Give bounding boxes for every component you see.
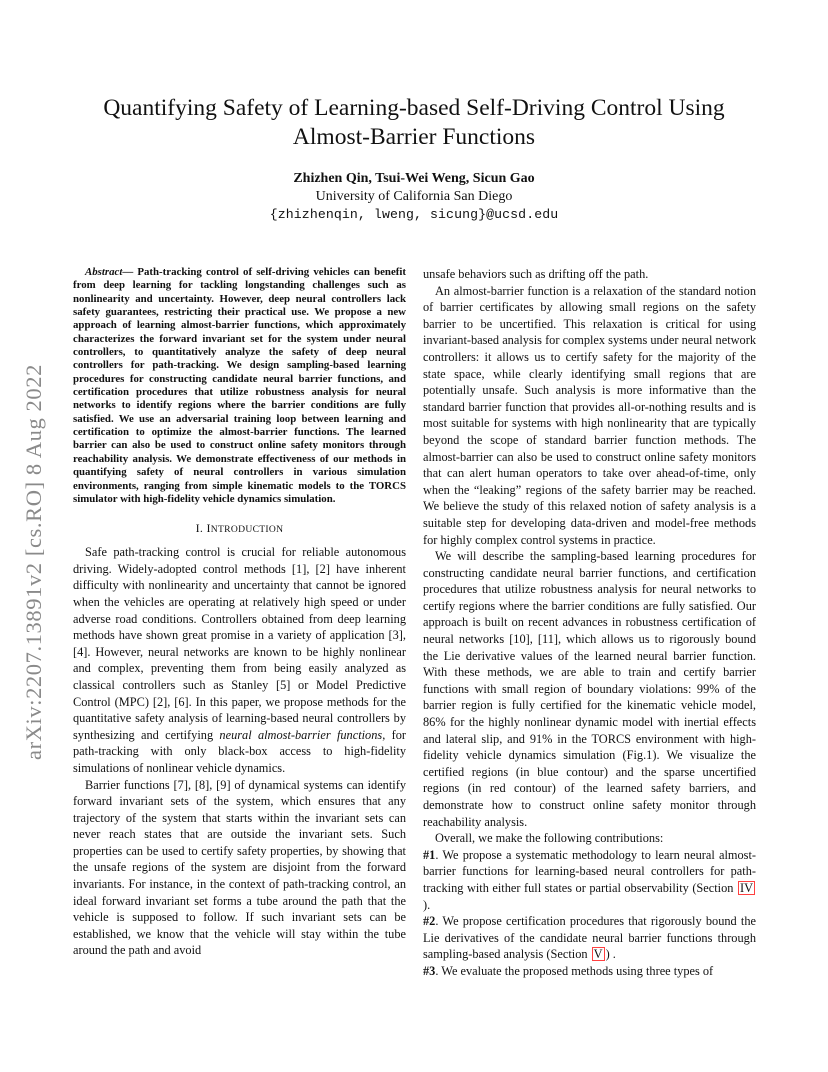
contribution-2-number: #2 <box>423 914 436 929</box>
title-line-1: Quantifying Safety of Learning-based Self-Driving Control Using <box>103 95 725 121</box>
section-link-v[interactable]: V <box>593 947 603 962</box>
contribution-3-number: #3 <box>423 963 436 978</box>
abstract-label: Abstract <box>85 266 123 278</box>
paragraph-1-emphasis: neural almost-barrier functions <box>219 727 383 742</box>
section-title-rest: NTRODUCTION <box>210 524 284 536</box>
abstract-text: Path-tracking control of self-driving vehicles can benefit from deep learning for tackling longstanding challenges such as nonlinearity and uncertainty. However, deep neural controllers lack safety guarantees, restricting their practical use. We propose a new approach of learning almost-barrier functions, which approximately characterizes the forward invariant set for the system under neural controllers, to quantitatively analyze the safety of deep neural controllers for path-tracking. We design sampling-based learning procedures for constructing candidate neural barrier functions, and certification procedures that utilize robustness analysis for neural networks to identify regions where the barrier conditions are fully satisfied. We use an adversarial training loop between learning and certification to optimize the almost-barrier functions. The learned barrier can also be used to construct online safety monitors through reachability analysis. We demonstrate effectiveness of our methods in quantifying safety of neural controllers in various simulation environments, ranging from simple kinematic models to the TORCS simulator with high-fidelity vehicle dynamics simulation. <box>73 266 406 505</box>
section-heading <box>73 521 406 536</box>
contribution-2-text: . We propose certification procedures that rigorously bound the Lie derivatives of the candidate neural barrier functions through sampling-based analysis (Section <box>423 914 756 962</box>
affiliation: University of California San Diego <box>315 189 513 204</box>
arxiv-identifier: arXiv:2207.13891v2 [cs.RO] 8 Aug 2022 <box>21 364 46 760</box>
paragraph-1-end: , for path-tracking with only black-box access to high-fidelity simulations of nonlinear vehicle dynamics. <box>73 727 406 775</box>
contribution-3 <box>423 963 756 980</box>
title-line-2: Almost-Barrier Functions <box>292 124 536 150</box>
contribution-1-text: . We propose a systematic methodology to learn neural almost-barrier functions for learning-based neural controllers for path-tracking with either full states or partial observability (Section <box>423 847 756 895</box>
section-title-initial: I <box>206 521 211 536</box>
paper-title <box>60 94 768 152</box>
section-number: I. <box>195 521 207 536</box>
contribution-1-end: ). <box>423 897 431 912</box>
author-list: Zhizhen Qin, Tsui-Wei Weng, Sicun Gao <box>293 171 535 186</box>
contribution-1 <box>423 847 756 913</box>
right-column <box>423 266 756 980</box>
contribution-2 <box>423 913 756 963</box>
paragraph-4: We will describe the sampling-based learning procedures for constructing candidate neural barrier functions, and certification procedures that utilize robustness analysis for neural networks to certify regions where the barrier conditions are fully satisfied. Our approach is built on recent advances in robustness certification of neural networks [10], [11], which allows us to rigorously bound the Lie derivative values of the learned neural barrier function. With these methods, we are able to train and certify barrier functions with small region of boundary violations: 99% of the barrier region is fully certified for the kinematic vehicle model, 86% for the highly nonlinear dynamic model with inertial effects and lateral slip, and 91% in the TORCS environment with high-fidelity vehicle dynamics simulation (Fig.1). We visualize the certified regions (in blue contour) and the sparse uncertified regions (in red contour) of the learned safety barriers, and demonstrate how to construct online safety monitor through reachability analysis. <box>423 549 756 829</box>
contribution-1-number: #1 <box>423 847 436 862</box>
paragraph-5: Overall, we make the following contributions: <box>435 831 664 846</box>
left-column <box>73 266 406 959</box>
paragraph-2-continued: unsafe behaviors such as drifting off the path. <box>423 267 649 281</box>
paragraph-1-text: Safe path-tracking control is crucial for reliable autonomous driving. Widely-adopted control methods [1], [2] have inherent difficulty with nonlinearity and uncertainty that cannot be ignored when the vehicles are operating at relatively high speed or under adverse road conditions. Controllers obtained from deep learning methods have shown great promise in a variety of application [3], [4]. However, neural networks are known to be highly nonlinear and complex, preventing them from being easily analyzed as classical controllers such as Stanley [5] or Model Predictive Control (MPC) [2], [6]. In this paper, we propose methods for the quantitative safety analysis of learning-based neural controllers by synthesizing and certifying <box>73 545 406 742</box>
section-link-iv[interactable]: IV <box>739 880 753 895</box>
abstract <box>73 266 406 506</box>
paragraph-3: An almost-barrier function is a relaxation of the standard notion of barrier certificates by allowing small regions on the safety barrier to be uncertified. This relaxation is critical for using invariant-based analysis for complex systems under neural network controllers: it allows us to certify safety for the majority of the state space, while clearly identifying small regions that are potentially unsafe. Such analysis is more informative than the standard barrier function that provides all-or-nothing results and is most suitable for systems with high nonlinearity that are typically beyond the scope of standard barrier function methods. The almost-barrier can also be used to construct online safety monitors that can alert human operators to take over ahead-of-time, only when the “leaking” regions of the safety barrier may be reached. We believe the study of this relaxed notion of safety analysis is a suitable step for developing data-driven and model-free methods for highly complex control systems in practice. <box>423 283 756 547</box>
contribution-2-end: ) . <box>605 947 616 962</box>
paragraph-2: Barrier functions [7], [8], [9] of dynamical systems can identify forward invariant sets of the system, which ensures that any trajectory of the system that starts within the invariant sets can never reach states that are outside the invariant sets. Such properties can be used to certify safety properties, by showing that the unsafe regions of the system are disjoint from the forward invariants. For instance, in the context of path-tracking control, an ideal forward invariant set forms a tube around the path that the vehicle is supposed to follow. If such invariant sets can be established, we know that the vehicle will stay within the tube around the path and avoid <box>73 777 406 958</box>
paragraph-1 <box>73 544 406 776</box>
arxiv-sidebar <box>21 364 51 790</box>
abstract-dash: — <box>122 266 138 278</box>
contribution-3-text: . We evaluate the proposed methods using three types of <box>435 963 714 978</box>
author-emails: {zhizhenqin, lweng, sicung}@ucsd.edu <box>269 207 559 222</box>
